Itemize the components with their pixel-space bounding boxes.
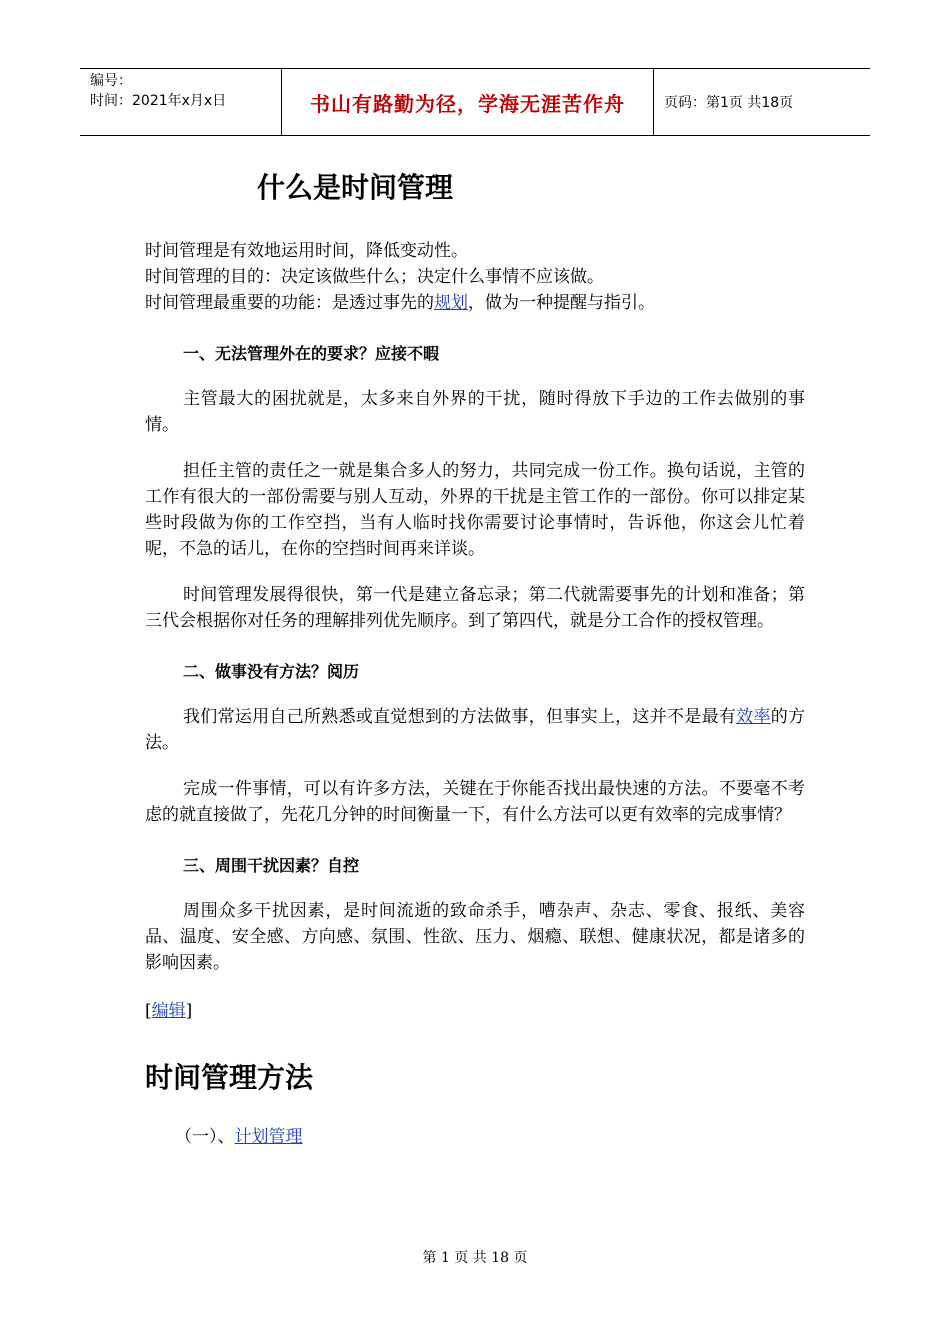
document-time-label: 时间：2021年x月x日 (90, 93, 227, 109)
intro-text: 时间管理最重要的功能：是透过事先的 (145, 293, 434, 313)
edit-section (145, 998, 805, 1024)
paragraph (145, 704, 805, 756)
bracket-close: ] (185, 1001, 193, 1021)
paragraph-text: 的方法。 (145, 707, 806, 753)
efficiency-link[interactable]: 效率 (736, 707, 771, 727)
header-meta (80, 69, 282, 135)
section-heading: 二、做事没有方法？阅历 (183, 662, 360, 681)
intro-line: 时间管理的目的：决定该做些什么；决定什么事情不应该做。 (145, 267, 604, 287)
header-page-info: 页码：第1页 共18页 (664, 95, 794, 111)
header-table (80, 68, 870, 136)
plan-management-link[interactable]: 计划管理 (234, 1127, 303, 1147)
section-heading: 一、无法管理外在的要求？应接不暇 (183, 344, 440, 363)
document-body (145, 160, 805, 1150)
header-motto: 书山有路勤为径，学海无涯苦作舟 (310, 91, 625, 116)
paragraph-text: 我们常运用自己所熟悉或直觉想到的方法做事，但事实上，这并不是最有 (183, 707, 737, 727)
edit-link[interactable]: 编辑 (151, 1001, 186, 1021)
intro-block (145, 238, 805, 316)
intro-line (145, 290, 805, 316)
paragraph: 担任主管的责任之一就是集合多人的努力，共同完成一份工作。换句话说，主管的工作有很大的一部份需要与别人互动，外界的干扰是主管工作的一部份。你可以排定某些时段做为你的工作空挡，当有人临时找你需要讨论事情时，告诉他，你这会儿忙着呢，不急的话儿，在你的空挡时间再来详谈。 (145, 461, 805, 559)
planning-link[interactable]: 规划 (434, 293, 468, 313)
page-footer: 第 1 页 共 18 页 (422, 1250, 528, 1266)
document-title: 什么是时间管理 (257, 171, 454, 204)
methods-item-prefix: （一）、 (175, 1127, 235, 1147)
document-number-label: 编号： (90, 73, 132, 89)
paragraph: 主管最大的困扰就是，太多来自外界的干扰，随时得放下手边的工作去做别的事情。 (145, 389, 805, 435)
methods-item (175, 1124, 805, 1150)
intro-line: 时间管理是有效地运用时间，降低变动性。 (145, 241, 468, 261)
paragraph: 周围众多干扰因素，是时间流逝的致命杀手，嘈杂声、杂志、零食、报纸、美容品、温度、安全感、方向感、氛围、性欲、压力、烟瘾、联想、健康状况，都是诸多的影响因素。 (145, 901, 805, 973)
intro-text: ，做为一种提醒与指引。 (468, 293, 655, 313)
methods-heading: 时间管理方法 (145, 1061, 314, 1094)
section-heading: 三、周围干扰因素？自控 (183, 856, 360, 875)
header-motto-cell (282, 69, 654, 135)
paragraph: 完成一件事情，可以有许多方法，关键在于你能否找出最快速的方法。不要毫不考虑的就直接做了，先花几分钟的时间衡量一下，有什么方法可以更有效率的完成事情？ (145, 779, 805, 825)
bracket-open: [ (145, 1001, 152, 1021)
paragraph: 时间管理发展得很快，第一代是建立备忘录；第二代就需要事先的计划和准备；第三代会根据你对任务的理解排列优先顺序。到了第四代，就是分工合作的授权管理。 (145, 585, 805, 631)
